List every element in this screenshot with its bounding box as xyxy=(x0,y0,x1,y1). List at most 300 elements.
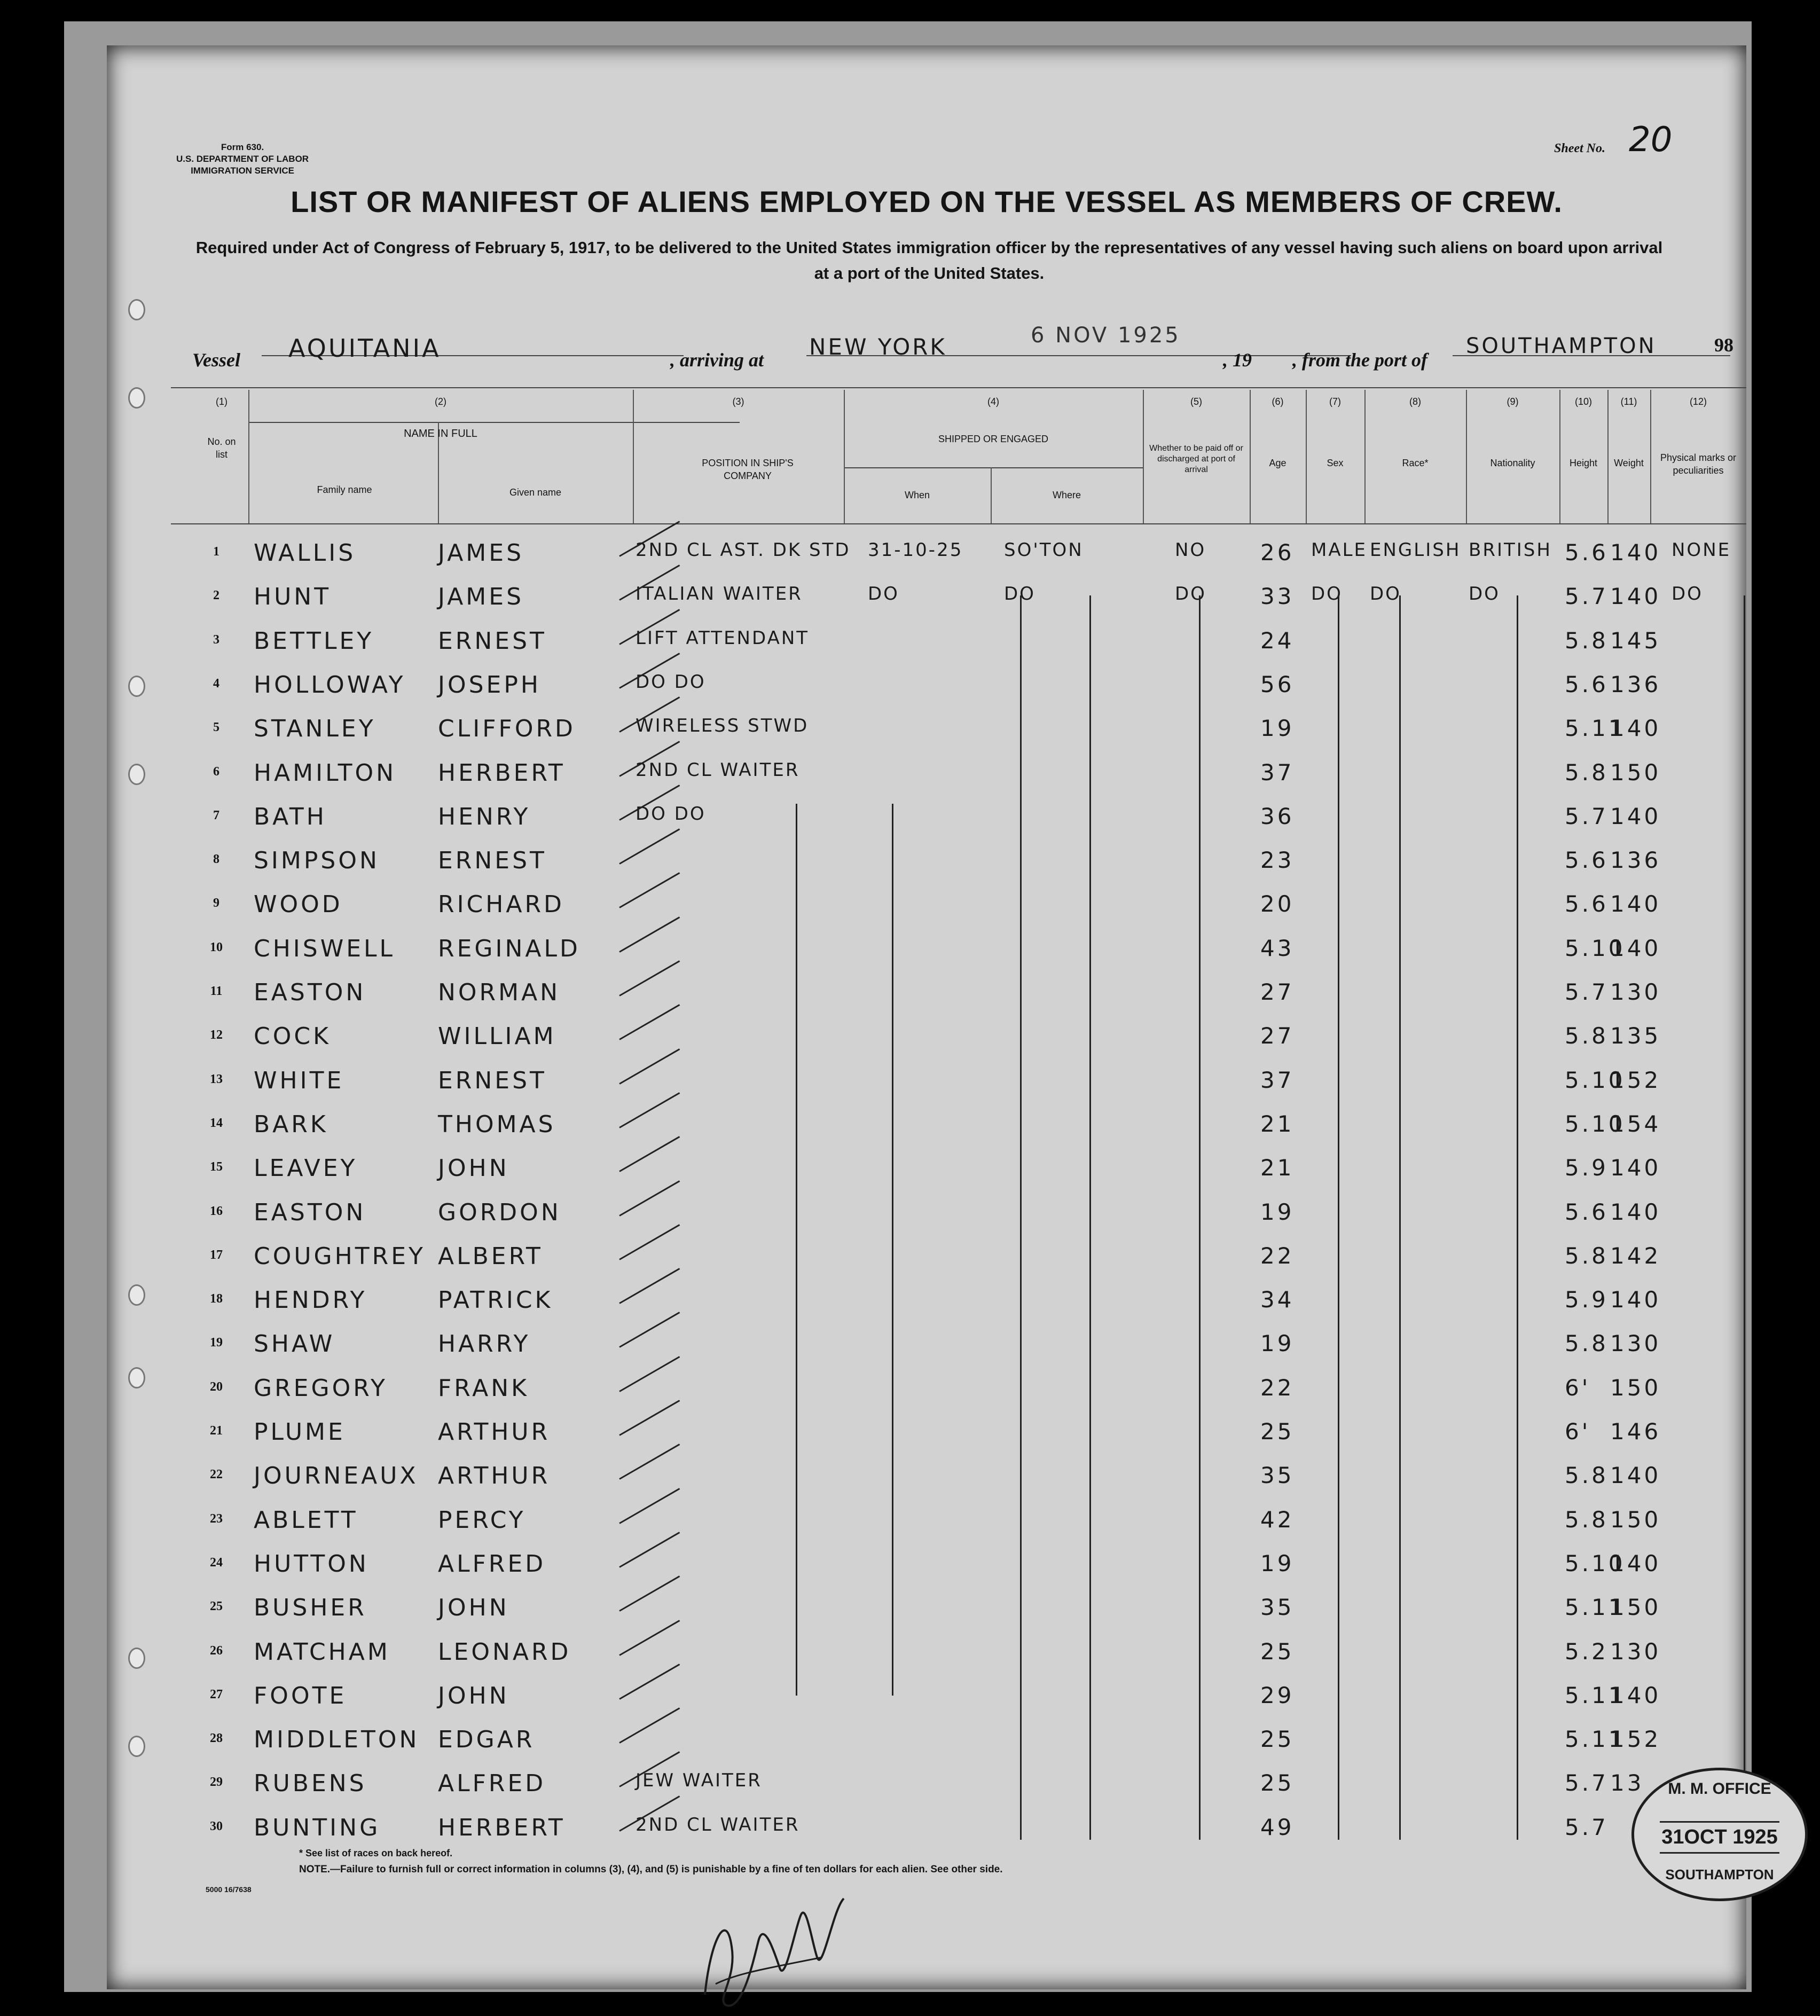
cell-no: 11 xyxy=(210,984,223,998)
cell-given: ERNEST xyxy=(438,627,547,655)
page-title: LIST OR MANIFEST OF ALIENS EMPLOYED ON THE VESSEL AS MEMBERS OF CREW. xyxy=(291,185,1563,218)
name-header-rule xyxy=(248,422,740,423)
cell-family: BATH xyxy=(254,803,327,830)
cell-family: RUBENS xyxy=(254,1770,367,1798)
sheet-number-label: Sheet No. xyxy=(1554,142,1605,155)
cell-family: SIMPSON xyxy=(254,847,380,875)
cell-height: 5.11 xyxy=(1565,1726,1626,1753)
header-top-rule xyxy=(171,387,1746,388)
cell-family: ABLETT xyxy=(254,1506,358,1534)
cell-given: HENRY xyxy=(438,803,531,830)
cell-race: ENGLISH xyxy=(1370,539,1461,561)
cell-nationality: BRITISH xyxy=(1469,539,1552,561)
cell-weight: 154 xyxy=(1610,1110,1661,1137)
binder-hole xyxy=(128,676,145,697)
cell-given: REGINALD xyxy=(438,935,580,962)
cell-weight: 140 xyxy=(1610,1198,1661,1225)
crew-row xyxy=(171,924,1746,968)
cell-no: 4 xyxy=(213,676,219,691)
shipped-header-rule xyxy=(844,467,1143,468)
cell-age: 42 xyxy=(1260,1506,1295,1533)
cell-height: 5.7 xyxy=(1565,583,1609,610)
cell-weight: 150 xyxy=(1610,1594,1661,1621)
cell-age: 36 xyxy=(1260,803,1295,829)
cell-position: ITALIAN WAITER xyxy=(636,583,803,605)
col6-number: (6) xyxy=(1272,396,1284,407)
cell-paid: NO xyxy=(1175,539,1206,561)
cell-age: 26 xyxy=(1260,539,1295,566)
crew-row xyxy=(171,661,1746,704)
binder-hole xyxy=(128,299,145,320)
cell-given: GORDON xyxy=(438,1198,561,1226)
binder-hole xyxy=(128,1284,145,1306)
footnote-note: NOTE.—Failure to furnish full or correct information in columns (3), (4), and (5) is punishable by a fine of ten dollars for each alien. See other side. xyxy=(299,1864,1003,1875)
cell-given: JAMES xyxy=(438,539,524,567)
cell-weight: 140 xyxy=(1610,583,1661,610)
cell-no: 12 xyxy=(210,1028,223,1042)
col1-header: No. on list xyxy=(207,436,236,460)
cell-sex: DO xyxy=(1311,583,1343,605)
cell-height: 5.10 xyxy=(1565,935,1626,961)
cell-height: 5.8 xyxy=(1565,759,1609,786)
cell-height: 5.7 xyxy=(1565,979,1609,1005)
cell-given: LEONARD xyxy=(438,1638,571,1666)
cell-given: PATRICK xyxy=(438,1287,553,1314)
binder-hole xyxy=(128,1648,145,1669)
cell-no: 2 xyxy=(213,589,219,603)
cell-weight: 130 xyxy=(1610,979,1661,1005)
cell-given: JAMES xyxy=(438,583,524,611)
cell-age: 22 xyxy=(1260,1242,1295,1269)
binder-hole xyxy=(128,764,145,785)
col2-number: (2) xyxy=(435,396,446,407)
vessel-code: 98 xyxy=(1714,334,1733,356)
cell-weight: 140 xyxy=(1610,1682,1661,1708)
cell-no: 6 xyxy=(213,764,219,779)
cell-age: 35 xyxy=(1260,1594,1295,1621)
cell-height: 5.6 xyxy=(1565,671,1609,697)
cell-height: 5.6 xyxy=(1565,847,1609,874)
col4b-header: Where xyxy=(1052,490,1081,500)
cell-where: SO'TON xyxy=(1004,539,1084,561)
arrival-date-stamp: 6 NOV 1925 xyxy=(1031,323,1181,348)
cell-family: LEAVEY xyxy=(254,1155,358,1182)
cell-no: 26 xyxy=(210,1643,223,1658)
col9-header: Nationality xyxy=(1490,458,1535,468)
crew-row xyxy=(171,836,1746,880)
ditto-line xyxy=(1399,595,1401,1840)
cell-given: ALFRED xyxy=(438,1770,546,1798)
cell-height: 5.7 xyxy=(1565,803,1609,829)
ditto-line xyxy=(1517,595,1518,1840)
cell-position: 2ND CL AST. DK STD xyxy=(636,539,851,561)
cell-weight: 142 xyxy=(1610,1242,1661,1269)
col4a-header: When xyxy=(904,490,930,500)
cell-height: 5.8 xyxy=(1565,1462,1609,1489)
crew-row xyxy=(171,704,1746,748)
col11-number: (11) xyxy=(1620,396,1637,407)
cell-weight: 145 xyxy=(1610,627,1661,654)
cell-no: 25 xyxy=(210,1599,223,1614)
cell-age: 24 xyxy=(1260,627,1295,654)
cell-family: SHAW xyxy=(254,1330,335,1358)
cell-family: BUSHER xyxy=(254,1594,367,1622)
stamp-top-text: M. M. OFFICE xyxy=(1668,1780,1771,1798)
cell-no: 15 xyxy=(210,1160,223,1174)
cell-given: PERCY xyxy=(438,1506,526,1534)
crew-row xyxy=(171,1759,1746,1803)
col10-number: (10) xyxy=(1574,396,1592,407)
cell-given: HERBERT xyxy=(438,1814,566,1841)
ditto-line xyxy=(796,804,797,1696)
col4-header: SHIPPED OR ENGAGED xyxy=(938,434,1049,444)
cell-where: DO xyxy=(1004,583,1035,605)
cell-no: 27 xyxy=(210,1687,223,1701)
cell-height: 5.6 xyxy=(1565,1198,1609,1225)
cell-age: 49 xyxy=(1260,1814,1295,1840)
crew-row xyxy=(171,968,1746,1012)
cell-family: WOOD xyxy=(254,891,343,919)
stamp-bottom-text: SOUTHAMPTON xyxy=(1665,1866,1774,1882)
binder-hole xyxy=(128,1736,145,1757)
cell-weight: 140 xyxy=(1610,891,1661,917)
stamp-date: 31OCT 1925 xyxy=(1660,1821,1779,1854)
cell-no: 22 xyxy=(210,1468,223,1482)
cell-given: ALBERT xyxy=(438,1242,543,1270)
cell-given: ERNEST xyxy=(438,847,547,875)
cell-given: RICHARD xyxy=(438,891,564,919)
cell-weight: 130 xyxy=(1610,1330,1661,1357)
cell-height: 6' xyxy=(1565,1418,1591,1445)
cell-height: 5.8 xyxy=(1565,1242,1609,1269)
cell-family: BETTLEY xyxy=(254,627,374,655)
cell-family: EASTON xyxy=(254,979,366,1006)
sheet-number-value: 20 xyxy=(1629,120,1673,160)
crew-row xyxy=(171,1012,1746,1056)
ditto-line xyxy=(1744,595,1745,1899)
cell-weight: 13 xyxy=(1610,1770,1644,1797)
cell-weight: 136 xyxy=(1610,671,1661,697)
cell-family: WHITE xyxy=(254,1066,344,1094)
cell-given: ARTHUR xyxy=(438,1462,551,1490)
cell-when: DO xyxy=(868,583,899,605)
cell-family: EASTON xyxy=(254,1198,366,1226)
print-code: 5000 16/7638 xyxy=(206,1885,252,1894)
col7-number: (7) xyxy=(1329,396,1341,407)
cell-family: FOOTE xyxy=(254,1682,347,1709)
col11-header: Weight xyxy=(1614,458,1644,468)
cell-height: 5.9 xyxy=(1565,1155,1609,1181)
cell-family: MIDDLETON xyxy=(254,1726,420,1754)
cell-height: 5.7 xyxy=(1565,1770,1609,1797)
col12-number: (12) xyxy=(1689,396,1707,407)
cell-age: 34 xyxy=(1260,1287,1295,1313)
cell-weight: 140 xyxy=(1610,803,1661,829)
cell-given: JOHN xyxy=(438,1682,509,1709)
cell-age: 19 xyxy=(1260,1198,1295,1225)
col12-header: Physical marks or peculiarities xyxy=(1660,452,1737,476)
crew-row xyxy=(171,572,1746,616)
cell-weight: 150 xyxy=(1610,1506,1661,1533)
cell-no: 1 xyxy=(213,545,219,559)
cell-given: JOSEPH xyxy=(438,671,541,699)
cell-family: JOURNEAUX xyxy=(254,1462,419,1490)
column-divider xyxy=(844,390,845,523)
cell-family: HENDRY xyxy=(254,1287,367,1314)
col2b-header: Given name xyxy=(509,487,562,498)
cell-family: STANLEY xyxy=(254,715,376,743)
cell-age: 35 xyxy=(1260,1462,1295,1489)
cell-age: 23 xyxy=(1260,847,1295,874)
col8-header: Race* xyxy=(1402,458,1429,468)
crew-row xyxy=(171,1672,1746,1715)
cell-family: WALLIS xyxy=(254,539,356,567)
cell-age: 25 xyxy=(1260,1726,1295,1753)
cell-given: HERBERT xyxy=(438,759,566,787)
cell-given: HARRY xyxy=(438,1330,531,1358)
cell-family: MATCHAM xyxy=(254,1638,390,1666)
cell-height: 5.9 xyxy=(1565,1287,1609,1313)
cell-family: HUTTON xyxy=(254,1550,369,1578)
cell-when: 31-10-25 xyxy=(868,539,963,561)
cell-paid: DO xyxy=(1175,583,1206,605)
cell-weight: 130 xyxy=(1610,1638,1661,1665)
cell-family: HUNT xyxy=(254,583,332,611)
cell-no: 8 xyxy=(213,852,219,867)
column-divider xyxy=(1143,390,1144,523)
cell-height: 5.11 xyxy=(1565,1594,1626,1621)
cell-family: PLUME xyxy=(254,1418,346,1446)
cell-given: FRANK xyxy=(438,1374,529,1402)
crew-row xyxy=(171,1100,1746,1144)
binder-hole xyxy=(128,387,145,409)
col5-header: Whether to be paid off or discharged at port of arrival xyxy=(1149,444,1243,474)
cell-height: 5.11 xyxy=(1565,1682,1626,1708)
cell-no: 16 xyxy=(210,1204,223,1218)
cell-no: 3 xyxy=(213,632,219,647)
crew-row xyxy=(171,1232,1746,1276)
cell-weight: 140 xyxy=(1610,1155,1661,1181)
cell-weight: 140 xyxy=(1610,1550,1661,1576)
cell-nationality: DO xyxy=(1469,583,1500,605)
cell-sex: MALE xyxy=(1311,539,1368,561)
departure-port: SOUTHAMPTON xyxy=(1466,334,1657,358)
cell-family: COUGHTREY xyxy=(254,1242,426,1270)
cell-height: 5.8 xyxy=(1565,1330,1609,1357)
col3-header: POSITION IN SHIP'S COMPANY xyxy=(702,458,794,481)
crew-row xyxy=(171,793,1746,836)
col4-number: (4) xyxy=(987,396,999,407)
footnote-races: * See list of races on back hereof. xyxy=(299,1848,453,1858)
cell-age: 20 xyxy=(1260,891,1295,917)
cell-height: 5.6 xyxy=(1565,891,1609,917)
cell-age: 33 xyxy=(1260,583,1295,610)
form-number: Form 630. xyxy=(221,142,264,152)
ditto-line xyxy=(1199,595,1201,1840)
year-label: , 19 xyxy=(1223,349,1252,371)
col5-number: (5) xyxy=(1190,396,1202,407)
cell-given: ALFRED xyxy=(438,1550,546,1578)
crew-row xyxy=(171,1320,1746,1363)
cell-family: CHISWELL xyxy=(254,935,396,962)
cell-family: GREGORY xyxy=(254,1374,388,1402)
cell-weight: 146 xyxy=(1610,1418,1661,1445)
cell-position: 2ND CL WAITER xyxy=(636,759,800,781)
crew-row xyxy=(171,1452,1746,1495)
cell-age: 25 xyxy=(1260,1418,1295,1445)
cell-no: 30 xyxy=(210,1819,223,1833)
cell-weight: 135 xyxy=(1610,1023,1661,1049)
cell-no: 18 xyxy=(210,1292,223,1306)
cell-weight: 136 xyxy=(1610,847,1661,874)
cell-age: 22 xyxy=(1260,1374,1295,1401)
cell-family: HOLLOWAY xyxy=(254,671,406,699)
cell-age: 25 xyxy=(1260,1770,1295,1797)
cell-no: 19 xyxy=(210,1336,223,1350)
crew-row xyxy=(171,1056,1746,1100)
cell-marks: NONE xyxy=(1672,539,1731,561)
arriving-label: , arriving at xyxy=(670,349,764,371)
manifest-sheet xyxy=(107,45,1778,1989)
cell-no: 28 xyxy=(210,1731,223,1746)
from-label: , from the port of xyxy=(1292,349,1428,371)
crew-row xyxy=(171,1188,1746,1232)
cell-weight: 140 xyxy=(1610,539,1661,566)
cell-position: LIFT ATTENDANT xyxy=(636,627,810,649)
cell-age: 37 xyxy=(1260,759,1295,786)
binder-hole xyxy=(128,1367,145,1389)
cell-height: 5.2 xyxy=(1565,1638,1609,1665)
cell-age: 56 xyxy=(1260,671,1295,697)
crew-row xyxy=(171,1496,1746,1540)
cell-given: ERNEST xyxy=(438,1066,547,1094)
cell-given: ARTHUR xyxy=(438,1418,551,1446)
col1-number: (1) xyxy=(216,396,228,407)
cell-age: 21 xyxy=(1260,1155,1295,1181)
cell-given: CLIFFORD xyxy=(438,715,576,743)
cell-age: 27 xyxy=(1260,979,1295,1005)
vessel-name: AQUITANIA xyxy=(288,334,441,363)
cell-marks: DO xyxy=(1672,583,1703,605)
crew-row xyxy=(171,1715,1746,1759)
cell-position: JEW WAITER xyxy=(636,1770,762,1792)
col10-header: Height xyxy=(1569,458,1598,468)
cell-age: 21 xyxy=(1260,1110,1295,1137)
col7-header: Sex xyxy=(1327,458,1344,468)
cell-given: NORMAN xyxy=(438,979,561,1006)
col9-number: (9) xyxy=(1507,396,1519,407)
cell-no: 5 xyxy=(213,720,219,735)
cell-weight: 152 xyxy=(1610,1726,1661,1753)
cell-height: 5.8 xyxy=(1565,627,1609,654)
department: U.S. DEPARTMENT OF LABOR xyxy=(176,154,309,164)
crew-row xyxy=(171,880,1746,924)
cell-given: WILLIAM xyxy=(438,1023,556,1050)
cell-age: 19 xyxy=(1260,715,1295,742)
cell-height: 5.10 xyxy=(1565,1066,1626,1093)
cell-no: 10 xyxy=(210,940,223,954)
cell-given: JOHN xyxy=(438,1155,509,1182)
cell-age: 43 xyxy=(1260,935,1295,961)
crew-row xyxy=(171,1628,1746,1672)
cell-age: 27 xyxy=(1260,1023,1295,1049)
ditto-line xyxy=(1020,595,1022,1840)
ditto-line xyxy=(1089,595,1091,1840)
crew-row xyxy=(171,1540,1746,1583)
crew-row xyxy=(171,1408,1746,1452)
column-divider xyxy=(633,390,634,523)
service: IMMIGRATION SERVICE xyxy=(191,166,295,176)
cell-given: JOHN xyxy=(438,1594,509,1622)
cell-no: 13 xyxy=(210,1072,223,1086)
crew-row xyxy=(171,1276,1746,1320)
cell-height: 5.8 xyxy=(1565,1023,1609,1049)
col2a-header: Family name xyxy=(317,484,372,495)
cell-no: 14 xyxy=(210,1116,223,1130)
cell-family: BARK xyxy=(254,1110,328,1138)
cell-given: EDGAR xyxy=(438,1726,535,1754)
cell-height: 5.10 xyxy=(1565,1110,1626,1137)
cell-height: 5.7 xyxy=(1565,1814,1609,1840)
cell-no: 20 xyxy=(210,1379,223,1394)
cell-position: 2ND CL WAITER xyxy=(636,1814,800,1835)
crew-row xyxy=(171,1803,1746,1847)
crew-row xyxy=(171,617,1746,661)
cell-no: 24 xyxy=(210,1555,223,1570)
vessel-label: Vessel xyxy=(192,349,240,371)
cell-age: 29 xyxy=(1260,1682,1295,1708)
header-bottom-rule xyxy=(171,523,1746,524)
ditto-line xyxy=(892,804,893,1696)
cell-height: 5.8 xyxy=(1565,1506,1609,1533)
cell-height: 5.11 xyxy=(1565,715,1626,742)
cell-weight: 140 xyxy=(1610,1287,1661,1313)
arriving-port: NEW YORK xyxy=(809,334,947,360)
cell-age: 19 xyxy=(1260,1330,1295,1357)
cell-height: 5.6 xyxy=(1565,539,1609,566)
column-divider xyxy=(1650,390,1651,523)
cell-height: 6' xyxy=(1565,1374,1591,1401)
col3-number: (3) xyxy=(732,396,744,407)
mm-office-stamp xyxy=(1631,1768,1808,1901)
page-subtitle: Required under Act of Congress of February 5, 1917, to be delivered to the United States immigration officer by the representatives of any vessel having such aliens on board upon arrival at a port of the United States. xyxy=(195,238,1663,283)
col2-header: NAME IN FULL xyxy=(404,428,477,440)
crew-row xyxy=(171,1144,1746,1188)
col6-header: Age xyxy=(1269,458,1286,468)
cell-weight: 152 xyxy=(1610,1066,1661,1093)
column-divider xyxy=(248,390,249,523)
cell-race: DO xyxy=(1370,583,1401,605)
cell-weight: 140 xyxy=(1610,1462,1661,1489)
cell-given: THOMAS xyxy=(438,1110,556,1138)
cell-no: 29 xyxy=(210,1775,223,1790)
cell-weight: 140 xyxy=(1610,935,1661,961)
cell-no: 9 xyxy=(213,896,219,911)
cell-position: DO DO xyxy=(636,671,706,693)
cell-height: 5.10 xyxy=(1565,1550,1626,1576)
ditto-line xyxy=(1338,595,1339,1840)
vessel-info-line xyxy=(187,323,1746,371)
cell-age: 37 xyxy=(1260,1066,1295,1093)
inspector-signature xyxy=(694,1877,854,2016)
cell-no: 17 xyxy=(210,1248,223,1262)
cell-no: 7 xyxy=(213,808,219,822)
cell-no: 21 xyxy=(210,1424,223,1438)
cell-position: WIRELESS STWD xyxy=(636,715,809,737)
cell-family: BUNTING xyxy=(254,1814,381,1841)
crew-row xyxy=(171,529,1746,572)
cell-age: 25 xyxy=(1260,1638,1295,1665)
